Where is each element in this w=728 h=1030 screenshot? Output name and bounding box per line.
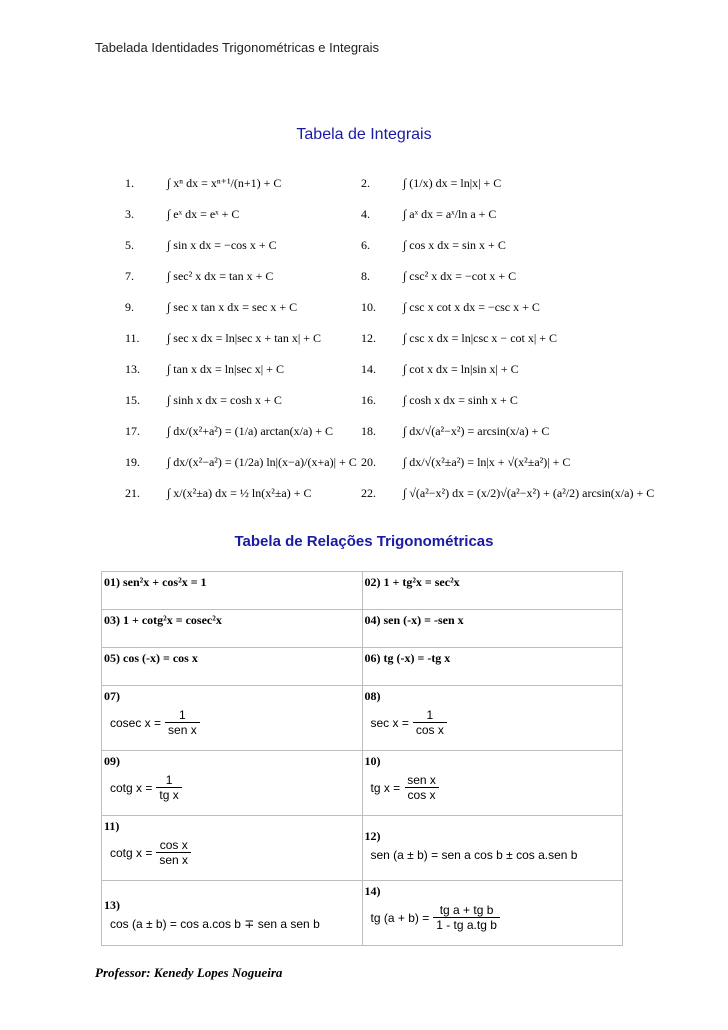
formula (371, 708, 621, 737)
integral-formula (125, 331, 321, 346)
integral-expression: ∫ x/(x²±a) dx = ½ ln(x²±a) + C (167, 486, 312, 500)
integral-expression: ∫ eˣ dx = eˣ + C (167, 207, 240, 221)
relation-09 (102, 751, 363, 816)
integral-number: 20. (361, 455, 376, 469)
fraction (433, 903, 500, 932)
integral-row (125, 455, 685, 486)
integral-number: 5. (125, 238, 134, 252)
denominator: tg x (156, 787, 181, 802)
relation-13 (102, 881, 363, 946)
relation-11 (102, 816, 363, 881)
integral-expression: ∫ (1/x) dx = ln|x| + C (403, 176, 502, 190)
integral-expression: ∫ dx/√(a²−x²) = arcsin(x/a) + C (403, 424, 550, 438)
integral-formula (361, 207, 496, 222)
relation-label: 13) (104, 898, 120, 912)
formula: sen (a ± b) = sen a cos b ± cos a.sen b (370, 848, 578, 862)
integral-expression: ∫ dx/(x²−a²) = (1/2a) ln|(x−a)/(x+a)| + C (167, 455, 357, 469)
integral-expression: ∫ tan x dx = ln|sec x| + C (167, 362, 284, 376)
formula-lhs: cosec x = (110, 715, 162, 730)
formula-lhs: cotg x = (110, 845, 153, 860)
relation-label: 12) (364, 829, 381, 843)
integral-number: 6. (361, 238, 370, 252)
formula (371, 903, 621, 932)
formula: cos (a ± b) = cos a.cos b ∓ sen a sen b (110, 917, 320, 931)
fraction (156, 838, 191, 867)
formula (110, 773, 360, 802)
formula (110, 708, 360, 737)
denominator: sen x (165, 722, 200, 737)
relation-10 (362, 751, 623, 816)
relation-label: 14) (364, 884, 381, 898)
denominator: 1 - tg a.tg b (433, 917, 500, 932)
integral-number: 16. (361, 393, 376, 407)
integral-formula (125, 424, 333, 439)
integral-number: 2. (361, 176, 370, 190)
integral-row (125, 362, 685, 393)
integral-row (125, 424, 685, 455)
relation-label: 08) (364, 689, 381, 703)
integral-expression: ∫ csc x dx = ln|csc x − cot x| + C (403, 331, 558, 345)
fraction (413, 708, 447, 737)
numerator: sen x (407, 773, 436, 787)
integral-number: 15. (125, 393, 140, 407)
integral-number: 22. (361, 486, 376, 500)
integral-expression: ∫ csc x cot x dx = −csc x + C (403, 300, 540, 314)
integral-row (125, 486, 685, 517)
formula-lhs: tg (a + b) = (370, 910, 430, 925)
integral-formula (125, 455, 357, 470)
integral-formula (361, 300, 540, 315)
denominator: cos x (405, 787, 439, 802)
numerator: tg a + tg b (439, 903, 494, 917)
fraction (156, 773, 181, 802)
integral-expression: ∫ xⁿ dx = xⁿ⁺¹/(n+1) + C (167, 176, 282, 190)
relation-01: 01) sen²x + cos²x = 1 (102, 572, 363, 610)
integral-number: 9. (125, 300, 134, 314)
integral-formula (125, 300, 297, 315)
relation-03: 03) 1 + cotg²x = cosec²x (102, 610, 363, 648)
integrals-title: Tabela de Integrais (296, 126, 432, 143)
integral-expression: ∫ sin x dx = −cos x + C (167, 238, 277, 252)
integral-formula (125, 362, 284, 377)
integral-row (125, 176, 685, 207)
integral-expression: ∫ dx/√(x²±a²) = ln|x + √(x²±a²)| + C (403, 455, 571, 469)
table-row (102, 610, 623, 648)
integral-expression: ∫ cos x dx = sin x + C (403, 238, 506, 252)
integral-formula (125, 486, 312, 501)
relation-label: 11) (104, 819, 120, 833)
denominator: sen x (156, 852, 191, 867)
table-row (102, 751, 623, 816)
integral-expression: ∫ sec² x dx = tan x + C (167, 269, 274, 283)
integral-formula (361, 424, 549, 439)
integral-number: 13. (125, 362, 140, 376)
integral-formula (361, 393, 518, 408)
integral-row (125, 238, 685, 269)
integral-number: 3. (125, 207, 134, 221)
integral-formula (361, 269, 516, 284)
integral-row (125, 269, 685, 300)
numerator: 1 (179, 708, 186, 722)
numerator: cos x (159, 838, 188, 852)
fraction (165, 708, 200, 737)
relations-title: Tabela de Relações Trigonométricas (234, 533, 494, 550)
integral-expression: ∫ sinh x dx = cosh x + C (167, 393, 282, 407)
integral-expression: ∫ dx/(x²+a²) = (1/a) arctan(x/a) + C (167, 424, 334, 438)
integral-row (125, 331, 685, 362)
integral-number: 19. (125, 455, 140, 469)
integral-expression: ∫ sec x dx = ln|sec x + tan x| + C (167, 331, 322, 345)
integral-number: 11. (125, 331, 140, 345)
integral-formula (125, 238, 277, 253)
relation-14 (362, 881, 623, 946)
relation-label: 07) (104, 689, 120, 703)
integrals-table (125, 176, 685, 517)
header-title: Tabelada Identidades Trigonométricas e Integrais (95, 40, 380, 55)
integral-row (125, 393, 685, 424)
formula-lhs: tg x = (370, 780, 401, 795)
integral-number: 12. (361, 331, 376, 345)
relation-04: 04) sen (-x) = -sen x (362, 610, 623, 648)
integral-number: 8. (361, 269, 370, 283)
integral-formula (125, 269, 273, 284)
formula (371, 773, 621, 802)
integral-formula (361, 331, 557, 346)
table-row (102, 686, 623, 751)
relation-07 (102, 686, 363, 751)
integral-number: 10. (361, 300, 376, 314)
relation-label: 10) (364, 754, 381, 768)
relation-label: 09) (104, 754, 120, 768)
integral-formula (125, 176, 281, 191)
integral-formula (361, 362, 519, 377)
integral-row (125, 300, 685, 331)
integral-number: 18. (361, 424, 376, 438)
integral-expression: ∫ √(a²−x²) dx = (x/2)√(a²−x²) + (a²/2) arcsin(x/a) + C (403, 486, 655, 500)
numerator: 1 (426, 708, 434, 722)
denominator: cos x (413, 722, 447, 737)
table-row (102, 648, 623, 686)
relations-table (101, 571, 623, 946)
relation-05: 05) cos (-x) = cos x (102, 648, 363, 686)
integral-expression: ∫ csc² x dx = −cot x + C (403, 269, 517, 283)
integral-expression: ∫ cosh x dx = sinh x + C (403, 393, 518, 407)
integral-number: 21. (125, 486, 140, 500)
integral-formula (361, 486, 654, 501)
formula (110, 838, 360, 867)
integral-row (125, 207, 685, 238)
integral-number: 1. (125, 176, 134, 190)
table-row (102, 816, 623, 881)
formula-lhs: cotg x = (110, 780, 153, 795)
formula-lhs: sec x = (370, 715, 409, 730)
integral-formula (361, 176, 501, 191)
integral-expression: ∫ cot x dx = ln|sin x| + C (403, 362, 519, 376)
fraction (404, 773, 439, 802)
integral-number: 17. (125, 424, 140, 438)
integral-formula (361, 455, 570, 470)
integral-number: 14. (361, 362, 376, 376)
integral-number: 4. (361, 207, 370, 221)
footer-author: Professor: Kenedy Lopes Nogueira (95, 965, 283, 980)
relation-12 (362, 816, 623, 881)
integral-expression: ∫ aˣ dx = aˣ/ln a + C (403, 207, 497, 221)
relation-06: 06) tg (-x) = -tg x (362, 648, 623, 686)
integral-formula (125, 393, 282, 408)
relation-08 (362, 686, 623, 751)
relation-02: 02) 1 + tg²x = sec²x (362, 572, 623, 610)
numerator: 1 (165, 773, 173, 787)
integral-formula (361, 238, 506, 253)
integral-expression: ∫ sec x tan x dx = sec x + C (167, 300, 298, 314)
table-row (102, 572, 623, 610)
integral-formula (125, 207, 239, 222)
table-row (102, 881, 623, 946)
integral-number: 7. (125, 269, 134, 283)
